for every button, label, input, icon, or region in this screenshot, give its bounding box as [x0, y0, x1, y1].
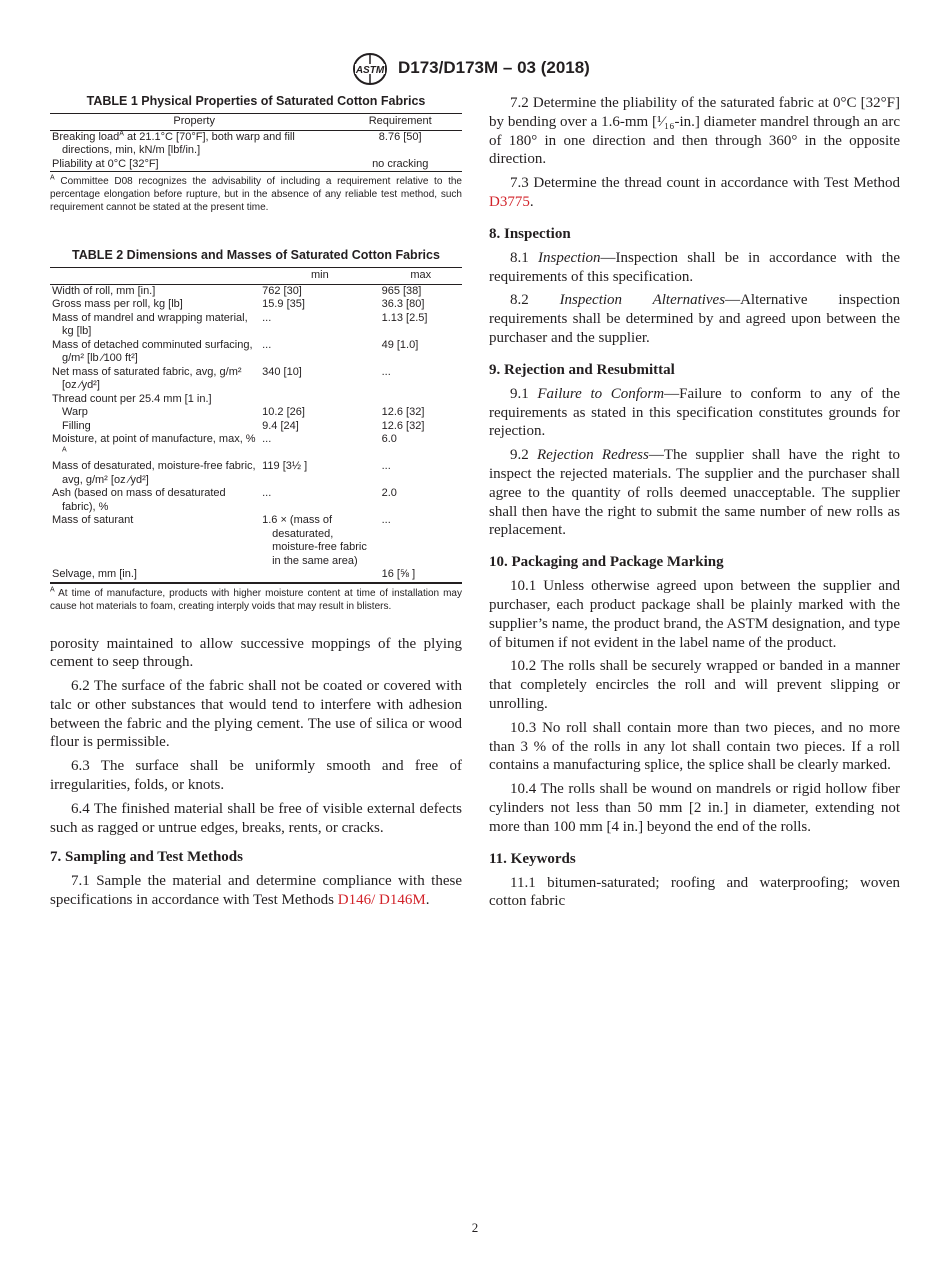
table-row: [50, 393, 462, 407]
table-2-cell-min: 1.6 × (mass of desaturated, moisture-free fabric in the same area): [262, 514, 367, 567]
table-1-header-requirement: Requirement: [368, 115, 432, 127]
table-2-cell-label: Width of roll, mm [in.]: [52, 284, 156, 297]
table-2-cell-label: Net mass of saturated fabric, avg, g/m² [oz ⁄yd²]: [52, 365, 242, 391]
table-row: [50, 568, 462, 582]
table-2-cell-max: ...: [381, 460, 391, 472]
table-2-cell-max: 12.6 [32]: [381, 419, 425, 432]
right-column: [489, 94, 900, 916]
table-2-footnote: $^A$ At time of manufacture, products with higher moisture content at time of installation may cause hot materials to foam, creating interply voids that may result in blisters.: [50, 586, 462, 612]
table-2-cell-min: [260, 568, 379, 582]
table-1-grid: [50, 113, 462, 172]
table-2-cell-max: 6.0: [381, 433, 397, 445]
table-2-cell-max: 965 [38]: [381, 284, 422, 297]
table-2-cell-label: Mass of desaturated, moisture-free fabric, avg, g/m² [oz ⁄yd²]: [52, 460, 256, 486]
table-2-cell-min: 762 [30]: [262, 284, 302, 297]
link-d146[interactable]: D146/ D146M: [337, 892, 426, 909]
table-2-header-blank: [50, 268, 260, 285]
table-2-cell-min: 119 [3½ ]: [262, 460, 308, 472]
table-2-cell-min: 340 [10]: [262, 365, 302, 378]
table-2-cell-label: Warp: [62, 406, 88, 418]
table-2-body: [50, 284, 462, 582]
paragraph-6-2: 6.2 The surface of the fabric shall not be coated or covered with talc or other substances that would tend to interfere with adhesion between the fabric and the plying cement. The use of silica or wood flour is permissible.: [50, 678, 462, 751]
page-number: 2: [471, 1220, 479, 1235]
paragraph-6-1-continued: porosity maintained to allow successive moppings of the plying cement to seep through.: [50, 635, 462, 671]
table-1-cell-property: Pliability at 0°C [32°F]: [52, 157, 159, 170]
table-row: [50, 420, 462, 434]
table-row: [50, 339, 462, 366]
table-1-cell-value: 8.76 [50]: [378, 130, 422, 143]
paragraph-8-2: 8.2 Inspection Alternatives—Alternative inspection requirements shall be determined by and agreed upon between the purchaser and the supplier.: [489, 292, 900, 346]
table-1: [50, 94, 462, 214]
paragraph-10-1: 10.1 Unless otherwise agreed upon between the supplier and purchaser, each product package shall be plainly marked with the supplier’s name, the product brand, the ASTM designation, and type of bitumen if not evident in the label name of the product.: [489, 578, 900, 651]
section-7-heading: 7. Sampling and Test Methods: [50, 849, 243, 866]
section-11-heading: 11. Keywords: [489, 850, 576, 867]
paragraph-10-2: 10.2 The rolls shall be securely wrapped or banded in a manner that completely encircles the roll and will prevent slipping or unrolling.: [489, 658, 900, 712]
page-header: [0, 52, 950, 88]
table-2-cell-max: ...: [381, 514, 391, 526]
table-row: [50, 130, 462, 158]
paragraph-9-2: 9.2 Rejection Redress—The supplier shall have the right to inspect the rejected materials. The supplier and the purchaser shall agree to the quantity of rolls deemed unacceptable. The supplier shall then have the right to submit the same number of new rolls as replacement.: [489, 447, 900, 539]
table-1-cell-property: Breaking load$^A$ at 21.1°C [70°F], both warp and fill directions, min, kN/m [lbf/in.]: [52, 129, 295, 156]
table-2-cell-max: ...: [381, 365, 391, 378]
table-2-cell-max: [380, 393, 462, 407]
table-2-cell-min: 15.9 [35]: [262, 298, 305, 310]
table-2-cell-max: 12.6 [32]: [381, 406, 425, 418]
table-row: [50, 487, 462, 514]
paragraph-6-3: 6.3 The surface shall be uniformly smooth and free of irregularities, folds, or knots.: [50, 758, 462, 794]
table-row: [50, 298, 462, 312]
paragraph-8-1: 8.1 Inspection—Inspection shall be in accordance with the requirements of this specification.: [489, 249, 901, 285]
table-2-cell-min: ...: [262, 433, 272, 445]
table-row: [50, 284, 462, 298]
table-row: [50, 158, 462, 172]
table-1-title: TABLE 1 Physical Properties of Saturated Cotton Fabrics: [86, 94, 426, 108]
left-column: [50, 94, 462, 915]
link-d3775[interactable]: D3775: [489, 193, 530, 210]
paragraph-9-1: 9.1 Failure to Conform—Failure to conform to any of the requirements as stated in this specification constitutes grounds for rejection.: [489, 385, 901, 440]
table-2-cell-min: ...: [262, 311, 272, 324]
table-2-cell-label: Selvage, mm [in.]: [52, 568, 137, 580]
table-2-header-max: max: [410, 269, 432, 281]
table-2-cell-min: 9.4 [24]: [262, 419, 299, 432]
table-2-cell-max: 2.0: [381, 487, 397, 499]
table-1-cell-value: no cracking: [372, 157, 429, 170]
paragraph-7-2: 7.2 Determine the pliability of the saturated fabric at 0°C [32°F] by bending over a 1.6-mm [¹⁄₁₆-in.] diameter mandrel through an arc of 180° in one direction and then through 360° in the opposite direction.: [489, 95, 900, 168]
paragraph-7-3: 7.3 Determine the thread count in accordance with Test Method D3775.: [489, 175, 900, 210]
table-2-cell-label: Gross mass per roll, kg [lb]: [52, 298, 183, 310]
table-2-cell-min: [260, 393, 379, 407]
paragraph-10-3: 10.3 No roll shall contain more than two pieces, and no more than 3 % of the rolls in any lot shall contain two pieces. If a roll contains a manufacturing splice, the splice shall be clearly marked.: [489, 719, 900, 774]
footnote-marker: A: [62, 445, 67, 453]
table-1-header-property: Property: [173, 115, 215, 127]
table-row: [50, 460, 462, 487]
astm-logo-icon: [352, 52, 388, 86]
paragraph-11-1: 11.1 bitumen-saturated; roofing and waterproofing; woven cotton fabric: [489, 874, 900, 910]
table-2: [50, 248, 462, 613]
document-designation: D173/D173M – 03 (2018): [398, 58, 590, 77]
table-2-cell-min: 10.2 [26]: [262, 406, 305, 418]
table-2-cell-min: ...: [262, 487, 272, 499]
table-2-cell-label: Mass of saturant: [52, 514, 134, 526]
table-row: [50, 433, 462, 460]
section-10-heading: 10. Packaging and Package Marking: [489, 554, 724, 571]
section-9-heading: 9. Rejection and Resubmittal: [489, 361, 675, 378]
table-2-cell-label: Mass of detached comminuted surfacing, g/m² [lb ⁄100 ft²]: [52, 338, 253, 364]
table-row: [50, 406, 462, 420]
table-2-cell-label: Moisture, at point of manufacture, max, % $^A$: [52, 433, 256, 453]
paragraph-6-4: 6.4 The finished material shall be free of visible external defects such as ragged or untrue edges, breaks, rents, or cracks.: [50, 800, 462, 836]
table-2-cell-max: 36.3 [80]: [381, 298, 425, 310]
table-2-grid: [50, 267, 462, 583]
table-2-cell-max: 1.13 [2.5]: [381, 311, 428, 324]
table-2-cell-label: Ash (based on mass of desaturated fabric), %: [52, 487, 226, 513]
table-row: [50, 514, 462, 568]
table-row: [50, 366, 462, 393]
paragraph-10-4: 10.4 The rolls shall be wound on mandrels or rigid hollow fiber cylinders not less than 50 mm [2 in.] in diameter, extending not more than 100 mm [4 in.] beyond the end of the rolls.: [489, 781, 900, 835]
table-2-title: TABLE 2 Dimensions and Masses of Saturated Cotton Fabrics: [72, 248, 440, 262]
svg-text:ASTM: ASTM: [355, 65, 385, 76]
paragraph-7-1: 7.1 Sample the material and determine compliance with these specifications in accordance with Test Methods D146/ D146M.: [50, 873, 462, 909]
table-2-cell-max: 16 [⅝ ]: [381, 568, 416, 580]
table-row: [50, 312, 462, 339]
table-1-footnote: $^A$ Committee D08 recognizes the advisability of including a requirement relative to the percentage elongation before rupture, but in the absence of any reliable test method, such requirement cannot be stated at the present time.: [50, 174, 462, 213]
table-2-header-min: min: [310, 269, 329, 281]
section-8-heading: 8. Inspection: [489, 225, 571, 242]
table-2-cell-min: ...: [262, 338, 272, 351]
table-2-cell-label: Mass of mandrel and wrapping material, kg [lb]: [52, 311, 248, 337]
table-2-cell-max: 49 [1.0]: [381, 338, 419, 351]
table-2-cell-label: Filling: [62, 419, 91, 432]
table-2-cell-label: Thread count per 25.4 mm [1 in.]: [52, 392, 212, 405]
